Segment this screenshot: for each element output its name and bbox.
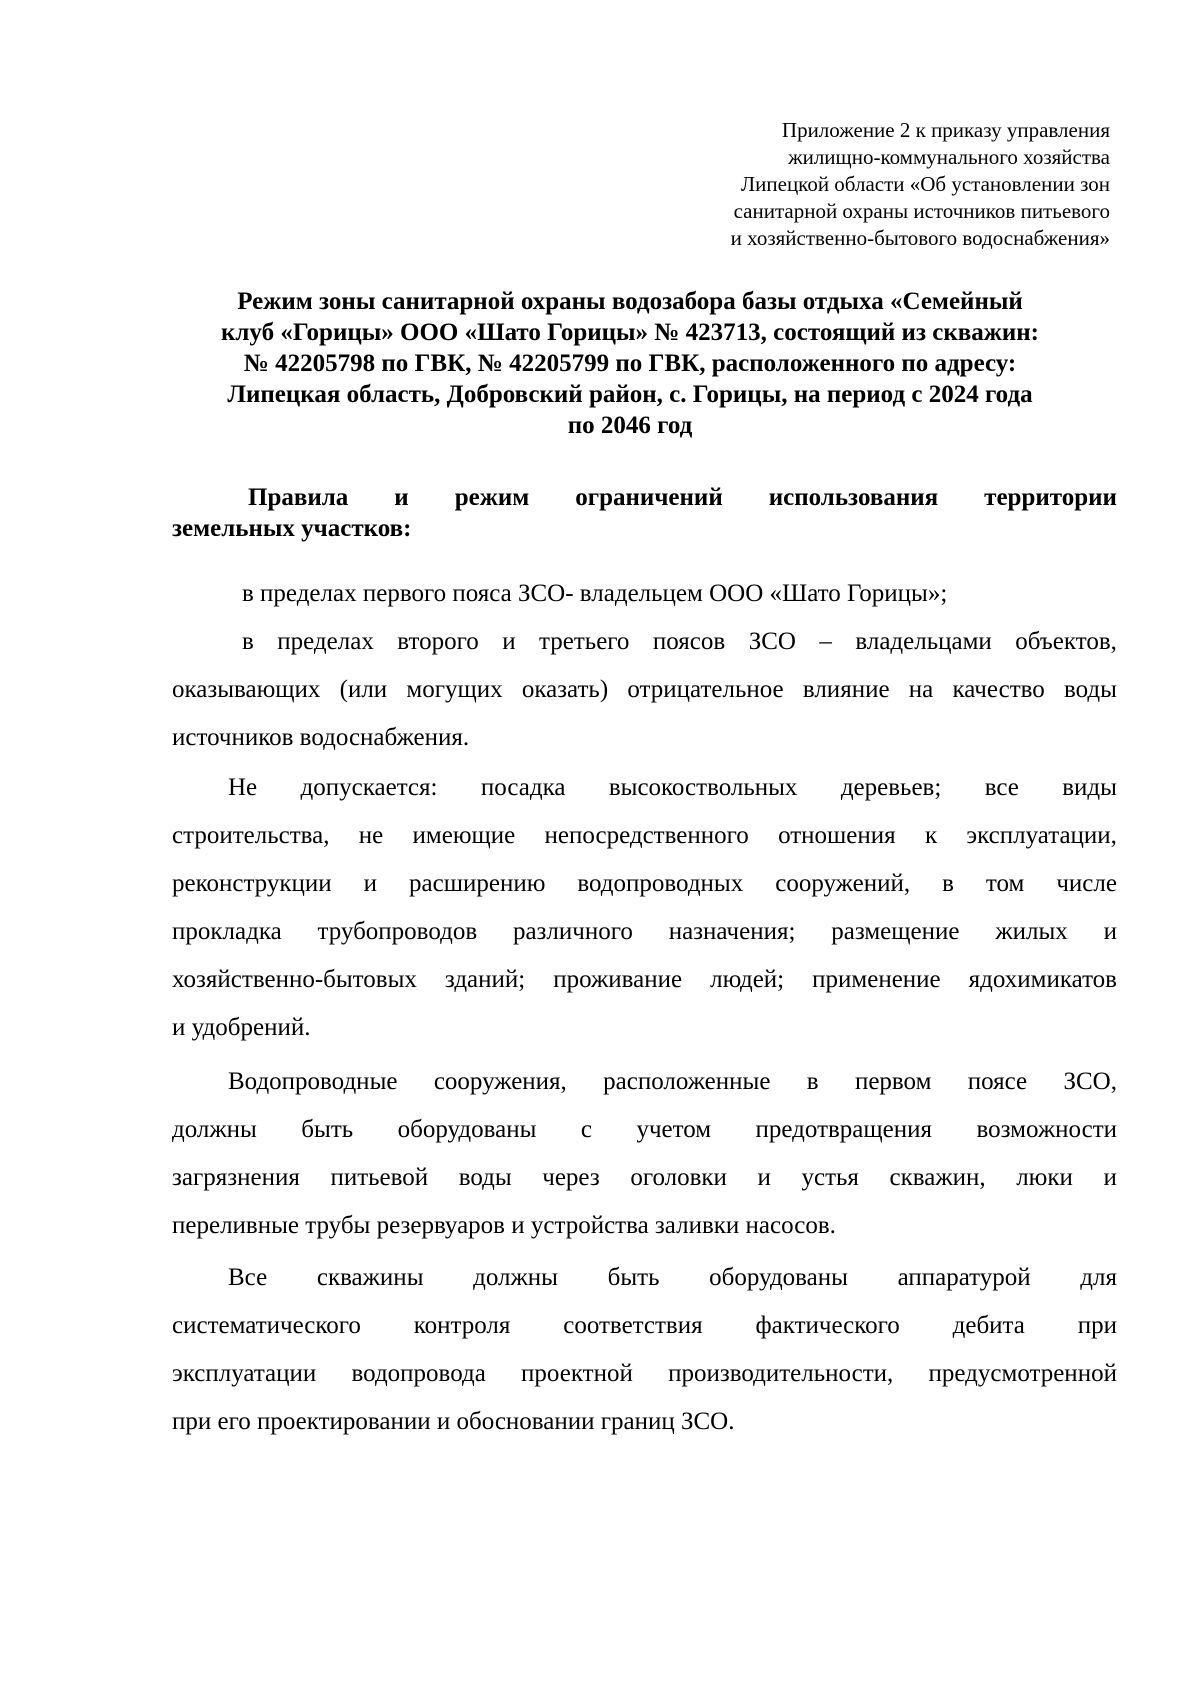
word: и bbox=[363, 870, 378, 897]
word: виды bbox=[1062, 774, 1117, 801]
word: ограничений bbox=[575, 484, 723, 511]
word: загрязнения bbox=[172, 1164, 300, 1191]
word: оказать) bbox=[521, 676, 609, 703]
word: прокладка bbox=[172, 918, 282, 945]
word: качество bbox=[952, 676, 1045, 703]
word: водопровода bbox=[351, 1360, 486, 1387]
word: и bbox=[394, 484, 409, 511]
word: воды bbox=[1063, 676, 1117, 703]
text-line bbox=[172, 666, 1117, 714]
text-line bbox=[172, 1154, 1117, 1202]
word: через bbox=[542, 1164, 600, 1191]
word: и bbox=[1103, 918, 1117, 945]
word: Водопроводные bbox=[228, 1068, 398, 1095]
word: эксплуатации bbox=[172, 1360, 317, 1387]
word: фактического bbox=[755, 1312, 900, 1339]
word: допускается: bbox=[300, 774, 438, 801]
text-line bbox=[172, 956, 1117, 1004]
word: непосредственного bbox=[544, 822, 749, 849]
word: в bbox=[806, 1068, 819, 1095]
word: возможности bbox=[976, 1116, 1117, 1143]
title-line: Режим зоны санитарной охраны водозабора базы отдыха «Семейный bbox=[237, 288, 1023, 315]
word: эксплуатации, bbox=[966, 822, 1117, 849]
appendix-line: Липецкой области «Об установлении зон bbox=[740, 172, 1110, 196]
word: сооружения, bbox=[433, 1068, 567, 1095]
appendix-line: жилищно-коммунального хозяйства bbox=[788, 145, 1110, 169]
text-line bbox=[172, 1254, 1117, 1302]
word: первом bbox=[854, 1068, 932, 1095]
word: объектов, bbox=[1015, 628, 1117, 655]
text-line: в пределах первого пояса ЗСО- владельцем ООО «Шато Горицы»; bbox=[242, 580, 948, 607]
word: на bbox=[908, 676, 934, 703]
text-line: источников водоснабжения. bbox=[172, 724, 470, 751]
title-line: Липецкая область, Добровский район, с. Горицы, на период с 2024 года bbox=[227, 381, 1033, 408]
word: контроля bbox=[413, 1312, 511, 1339]
paragraph-1 bbox=[172, 570, 1117, 618]
text-line bbox=[172, 860, 1117, 908]
appendix-line: санитарной охраны источников питьевого bbox=[733, 199, 1110, 223]
subheading-line: земельных участков: bbox=[172, 515, 412, 542]
word: третьего bbox=[539, 628, 630, 655]
word: ЗСО bbox=[748, 628, 796, 655]
word: производительности, bbox=[668, 1360, 894, 1387]
word: высокоствольных bbox=[608, 774, 798, 801]
word: не bbox=[358, 822, 384, 849]
text-line bbox=[172, 812, 1117, 860]
word: проживание bbox=[553, 966, 683, 993]
word: и bbox=[757, 1164, 771, 1191]
word: влияние bbox=[802, 676, 890, 703]
paragraph-2 bbox=[172, 618, 1117, 762]
word: том bbox=[985, 870, 1025, 897]
text-line: при его проектировании и обосновании границ ЗСО. bbox=[172, 1408, 735, 1435]
word: Не bbox=[228, 774, 258, 801]
word: поясе bbox=[967, 1068, 1028, 1095]
word: имеющие bbox=[412, 822, 516, 849]
word: должны bbox=[473, 1264, 558, 1291]
word: быть bbox=[607, 1264, 660, 1291]
word: отрицательное bbox=[627, 676, 784, 703]
word: владельцами bbox=[855, 628, 992, 655]
word: строительства, bbox=[172, 822, 330, 849]
title-line: по 2046 год bbox=[567, 412, 693, 439]
word: Правила bbox=[248, 484, 349, 511]
appendix-line: Приложение 2 к приказу управления bbox=[781, 118, 1110, 142]
word: ЗСО, bbox=[1063, 1068, 1117, 1095]
word: систематического bbox=[172, 1312, 361, 1339]
word: оголовки bbox=[630, 1164, 727, 1191]
word: расширению bbox=[409, 870, 546, 897]
word: должны bbox=[172, 1116, 257, 1143]
word: для bbox=[1080, 1264, 1117, 1291]
word: оборудованы bbox=[397, 1116, 537, 1143]
text-line: и удобрений. bbox=[172, 1014, 311, 1041]
word: размещение bbox=[831, 918, 960, 945]
text-line bbox=[172, 1302, 1117, 1350]
word: и bbox=[1103, 1164, 1117, 1191]
word: оказывающих bbox=[172, 676, 321, 703]
text-line bbox=[172, 908, 1117, 956]
word: территории bbox=[984, 484, 1117, 511]
word: Все bbox=[228, 1264, 268, 1291]
subheading-line bbox=[172, 482, 1117, 513]
word: при bbox=[1077, 1312, 1117, 1339]
paragraph-3 bbox=[172, 764, 1117, 1052]
word: учетом bbox=[636, 1116, 712, 1143]
word: посадка bbox=[480, 774, 566, 801]
word: хозяйственно-бытовых bbox=[172, 966, 417, 993]
word: питьевой bbox=[330, 1164, 429, 1191]
word: могущих bbox=[406, 676, 503, 703]
word: реконструкции bbox=[172, 870, 332, 897]
word: к bbox=[924, 822, 938, 849]
word: отношения bbox=[778, 822, 896, 849]
word: трубопроводов bbox=[317, 918, 478, 945]
word: применение bbox=[812, 966, 941, 993]
word: скважины bbox=[316, 1264, 424, 1291]
section-subheading bbox=[172, 482, 1117, 544]
word: различного bbox=[512, 918, 633, 945]
text-line bbox=[172, 618, 1117, 666]
word: жилых bbox=[995, 918, 1068, 945]
text-line bbox=[172, 1350, 1117, 1398]
text-line bbox=[172, 764, 1117, 812]
word: воды bbox=[458, 1164, 512, 1191]
document-title bbox=[170, 286, 1090, 441]
word: второго bbox=[397, 628, 479, 655]
appendix-note bbox=[550, 117, 1110, 252]
word: сооружений, bbox=[775, 870, 911, 897]
word: с bbox=[580, 1116, 592, 1143]
word: быть bbox=[301, 1116, 354, 1143]
text-line bbox=[172, 1058, 1117, 1106]
word: (или bbox=[339, 676, 388, 703]
word: людей; bbox=[710, 966, 785, 993]
word: в bbox=[242, 628, 254, 655]
paragraph-4 bbox=[172, 1058, 1117, 1250]
word: – bbox=[819, 628, 832, 655]
word: люки bbox=[1016, 1164, 1073, 1191]
word: устья bbox=[801, 1164, 859, 1191]
word: зданий; bbox=[444, 966, 526, 993]
word: дебита bbox=[952, 1312, 1025, 1339]
word: предусмотренной bbox=[928, 1360, 1117, 1387]
word: ядохимикатов bbox=[968, 966, 1117, 993]
word: пределах bbox=[277, 628, 374, 655]
word: водопроводных bbox=[577, 870, 744, 897]
word: скважин, bbox=[889, 1164, 986, 1191]
text-line: переливные трубы резервуаров и устройства заливки насосов. bbox=[172, 1212, 836, 1239]
word: расположенные bbox=[603, 1068, 771, 1095]
word: и bbox=[502, 628, 516, 655]
word: все bbox=[984, 774, 1019, 801]
word: предотвращения bbox=[755, 1116, 932, 1143]
word: назначения; bbox=[668, 918, 796, 945]
word: аппаратурой bbox=[897, 1264, 1031, 1291]
title-line: № 42205798 по ГВК, № 42205799 по ГВК, расположенного по адресу: bbox=[243, 350, 1017, 377]
word: деревьев; bbox=[840, 774, 942, 801]
appendix-line: и хозяйственно-бытового водоснабжения» bbox=[730, 226, 1110, 250]
word: поясов bbox=[652, 628, 726, 655]
word: использования bbox=[768, 484, 939, 511]
text-line bbox=[172, 1106, 1117, 1154]
word: в bbox=[942, 870, 954, 897]
word: числе bbox=[1056, 870, 1117, 897]
word: оборудованы bbox=[709, 1264, 848, 1291]
word: проектной bbox=[521, 1360, 633, 1387]
word: соответствия bbox=[563, 1312, 703, 1339]
title-line: клуб «Горицы» ООО «Шато Горицы» № 423713, состоящий из скважин: bbox=[220, 319, 1040, 346]
paragraph-5 bbox=[172, 1254, 1117, 1446]
word: режим bbox=[454, 484, 530, 511]
